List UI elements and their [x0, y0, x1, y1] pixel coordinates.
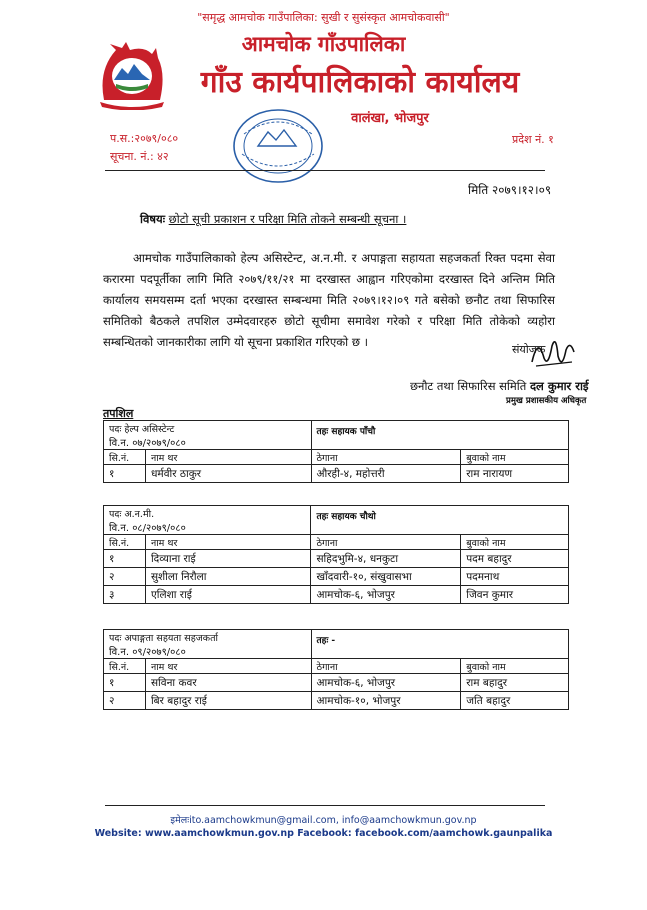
table-row: [104, 586, 569, 604]
candidate-table-anm: [103, 505, 569, 604]
cell-father: जिवन कुमार: [461, 586, 569, 604]
col-header-sn: सि.नं.: [104, 535, 146, 550]
level-label: तहः सहायक पाँचौ: [311, 421, 569, 450]
cell-sn: १: [104, 550, 146, 568]
adv-number: वि.न. ०९/२०७९/०८०: [104, 644, 312, 659]
cell-father: राम नारायण: [461, 465, 569, 483]
office-address: वालंखा, भोजपुर: [351, 111, 429, 126]
committee-name: छनौट तथा सिफारिस समिति: [410, 379, 527, 393]
cell-father: पदम बहादुर: [461, 550, 569, 568]
footer-email: इमेलःito.aamchowkmun@gmail.com, info@aamchowkmun.gov.np: [170, 815, 477, 826]
col-header-father: बुवाको नाम: [461, 535, 569, 550]
table-row: [104, 465, 569, 483]
body-paragraph: आमचोक गाउँपालिकाको हेल्प असिस्टेन्ट, अ.न.मी. र अपाङ्गता सहायता सहजकर्ता रिक्त पदमा सेवा करारमा पदपूर्तीका लागि मिति २०७९/११/२१ मा दरखास्त आह्वान गरिएकोमा दरखास्त दिने अन्तिम मिति कार्यालय समयसम्म दर्ता भएका दरखास्त सम्बन्धमा मिति २०७९।१२।०९ गते बसेको छनौट तथा सिफारिस समितिको बैठकले तपशिल उम्मेदवारहरु छोटो सूचीमा समावेश गरेको र परिक्षा मिति तोकेको व्यहोरा सम्बन्धितको जानकारीका लागि यो सूचना प्रकाशित गरिएको छ ।: [103, 251, 555, 349]
adv-number: वि.न. ०७/२०७९/०८०: [104, 435, 312, 450]
cell-name: धर्मवीर ठाकुर: [145, 465, 311, 483]
signatory-line: [410, 379, 589, 394]
letter-body: [103, 248, 555, 353]
footer-website: Website: www.aamchowkmun.gov.np Facebook: facebook.com/aamchowk.gaunpalika: [94, 828, 553, 839]
table-row: [104, 692, 569, 710]
col-header-address: ठेगाना: [311, 535, 461, 550]
cell-name: एलिशा राई: [145, 586, 311, 604]
cell-address: आमचोक-१०, भोजपुर: [311, 692, 461, 710]
table-row: [104, 550, 569, 568]
cell-address: आमचोक-६, भोजपुर: [311, 586, 461, 604]
motto: "समृद्ध आमचोक गाउँपालिका: सुखी र सुसंस्कृत आमचोकवासी": [197, 11, 450, 24]
cell-sn: १: [104, 465, 146, 483]
cell-name: सुशीला निरौला: [145, 568, 311, 586]
col-header-sn: सि.नं.: [104, 659, 146, 674]
cell-sn: १: [104, 674, 146, 692]
letter-date: मिति २०७९।१२।०९: [468, 183, 552, 197]
signatory-name: दल कुमार राई: [529, 379, 589, 393]
suchana-number: सूचना. नं.: ४२: [110, 150, 169, 163]
col-header-father: बुवाको नाम: [461, 659, 569, 674]
col-header-name: नाम थर: [145, 659, 311, 674]
patra-sankhya: प.स.:२०७९/०८०: [110, 132, 179, 145]
col-header-name: नाम थर: [145, 535, 311, 550]
org-name: आमचोक गाँउपालिका: [241, 32, 406, 56]
post-label: पदः अपाङ्गता सहयता सहजकर्ता: [104, 630, 312, 645]
post-label: पदः अ.न.मी.: [104, 506, 311, 521]
cell-sn: ३: [104, 586, 146, 604]
signatory-designation: प्रमुख प्रशासकीय अधिकृत: [506, 396, 587, 406]
province-number: प्रदेश नं. १: [512, 133, 554, 146]
signatory-role: संयोजक: [512, 343, 546, 356]
subject-line: [140, 212, 406, 227]
cell-address: खाँदवारी-१०, संखुवासभा: [311, 568, 461, 586]
col-header-sn: सि.नं.: [104, 450, 146, 465]
cell-sn: २: [104, 568, 146, 586]
header-divider: [105, 170, 545, 171]
table-row: [104, 568, 569, 586]
cell-father: राम बहादुर: [461, 674, 569, 692]
cell-father: जति बहादुर: [461, 692, 569, 710]
cell-name: दिव्याना राई: [145, 550, 311, 568]
col-header-father: बुवाको नाम: [461, 450, 569, 465]
candidate-table-help-assistant: [103, 420, 569, 483]
tapsil-heading: तपशिल: [103, 407, 134, 420]
level-label: तहः -: [311, 630, 568, 659]
adv-number: वि.न. ०८/२०७९/०८०: [104, 520, 311, 535]
subject-text: छोटो सूची प्रकाशन र परिक्षा मिति तोकने सम्बन्धी सूचना ।: [168, 212, 407, 226]
col-header-address: ठेगाना: [311, 450, 461, 465]
cell-address: सहिदभुमि-४, धनकुटा: [311, 550, 461, 568]
level-label: तहः सहायक चौथो: [311, 506, 569, 535]
subject-label: विषयः: [140, 212, 166, 226]
office-name: गाँउ कार्यपालिकाको कार्यालय: [200, 65, 520, 100]
cell-sn: २: [104, 692, 146, 710]
post-label: पदः हेल्प असिस्टेन्ट: [104, 421, 312, 436]
col-header-address: ठेगाना: [311, 659, 461, 674]
col-header-name: नाम थर: [145, 450, 311, 465]
footer-divider: [105, 805, 545, 806]
cell-father: पदमनाथ: [461, 568, 569, 586]
candidate-table-disability-facilitator: [103, 629, 569, 710]
cell-name: बिर बहादुर राई: [145, 692, 311, 710]
cell-address: औरही-४, महोत्तरी: [311, 465, 461, 483]
table-row: [104, 674, 569, 692]
cell-address: आमचोक-६, भोजपुर: [311, 674, 461, 692]
cell-name: सविना कवर: [145, 674, 311, 692]
